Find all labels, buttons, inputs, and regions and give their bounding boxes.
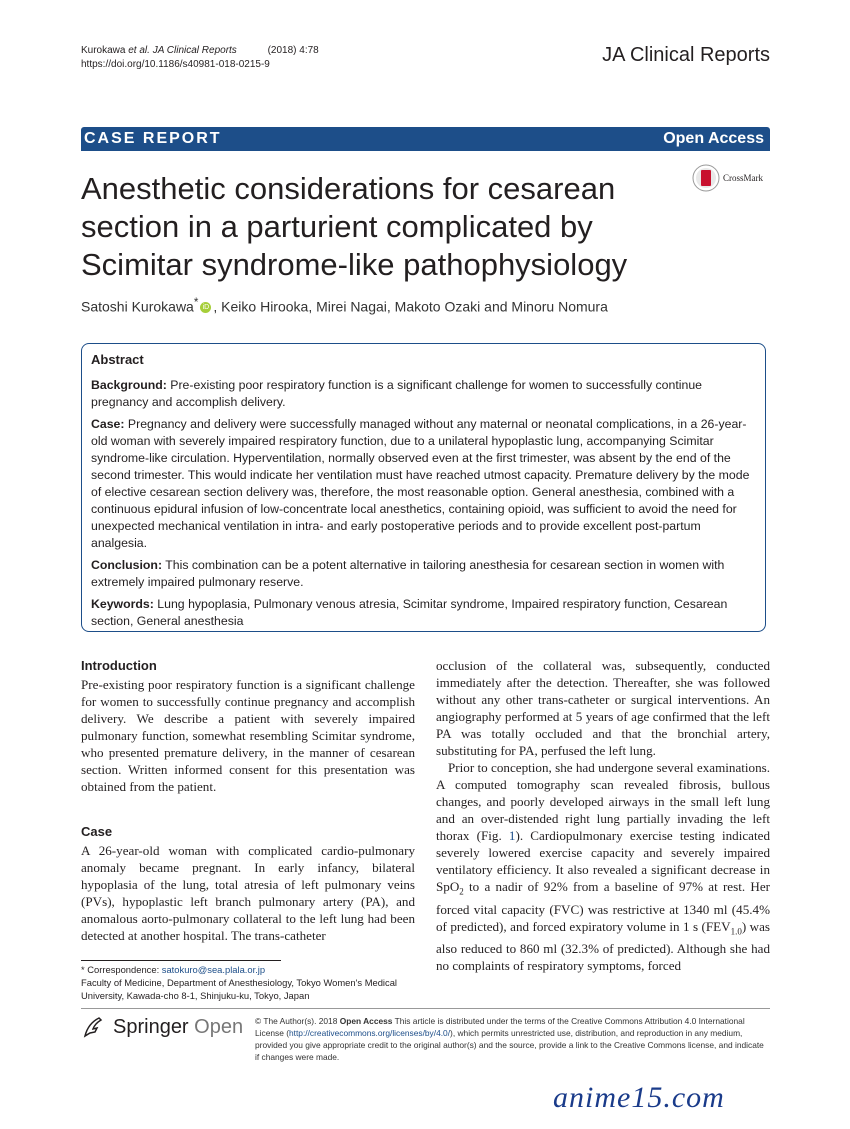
publisher-name: Springer xyxy=(113,1015,189,1038)
introduction-heading: Introduction xyxy=(81,658,157,673)
corresponding-marker: * xyxy=(193,296,199,309)
crossmark-icon xyxy=(692,164,720,192)
publisher-suffix: Open xyxy=(194,1015,244,1038)
article-title: Anesthetic considerations for cesarean section in a parturient complicated by Scimitar syndrome-like pathophysiology xyxy=(81,171,628,282)
abstract-heading: Abstract xyxy=(91,352,144,367)
citation-authors: Kurokawa xyxy=(81,45,126,56)
examinations-text: Prior to conception, she had undergone several examinations. A computed tomography scan revealed fibrosis, bullous changes, and poorly developed airways in the small left lung and an over-distended right lung partially invading the left thorax (Fig. 1). Cardiopulmonary exercise testing indicated severely lowered exercise capacity and severely impaired ventilatory efficiency. It also revealed a significant decrease in SpO$_2$ to a nadir of 92% from a baseline of 97% at rest. Her forced vital capacity (FVC) was restrictive at 1340 ml (45.4% of predicted), and forced expiratory volume in 1 s $(FEV_{1.0})$ was also reduced to 860 ml (32.3% of predicted). Although she had no complaints of respiratory symptoms, forced xyxy=(436,760,771,974)
article-type: CASE REPORT xyxy=(84,130,222,147)
footer-divider xyxy=(81,1008,770,1009)
correspondence-footnote: * Correspondence: satokuro@sea.plala.or.jp Faculty of Medicine, Department of Anesthesiology, Tokyo Women's Medical University, Kawada-cho 8-1, Shinjuku-ku, Tokyo, Japan xyxy=(81,963,415,1002)
citation-year: (2018) 4:78 xyxy=(267,45,319,56)
case-heading: Case xyxy=(81,824,113,839)
journal-name: JA Clinical Reports xyxy=(602,44,770,66)
article-type-banner xyxy=(81,127,770,151)
springer-open-logo xyxy=(81,1014,243,1040)
doi-link[interactable]: https://doi.org/10.1186/s40981-018-0215-9 xyxy=(81,59,270,70)
crossmark-button[interactable] xyxy=(692,164,763,192)
email-link[interactable]: satokuro@sea.plala.or.jp xyxy=(161,964,266,975)
license-link[interactable]: http://creativecommons.org/licenses/by/4.0/ xyxy=(288,1028,451,1038)
license-text: © The Author(s). 2018 Open Access This article is distributed under the terms of the Creative Commons Attribution 4.0 International License (http://creativecommons.org/licenses/by/4.0/), which permits unrestricted use, distribution, and reproduction in any medium, provided you give appropriate credit to the original author(s) and the source, provide a link to the Creative Commons license, and indicate if changes were made. xyxy=(255,1016,764,1062)
crossmark-label: CrossMark xyxy=(723,173,763,183)
other-authors: , Keiko Hirooka, Mirei Nagai, Makoto Ozaki and Minoru Nomura xyxy=(213,298,608,315)
orcid-icon[interactable]: iD xyxy=(200,302,211,313)
abstract-conclusion: Conclusion: This combination can be a potent alternative in tailoring anesthesia for cesarean section in women with extremely impaired pulmonary reserve. xyxy=(91,558,725,589)
figure-1-link[interactable]: 1 xyxy=(508,828,516,843)
abstract-case: Case: Pregnancy and delivery were successfully managed without any maternal or neonatal complications, in a 26-year-old woman with severely impaired respiratory function, due to a unilateral hypoplastic lung, accompanying Scimitar syndrome-like circulation. Hyperventilation, normally observed even at the first trimester, was absent by the end of the second trimester. This would indicate her ventilation must have reached utmost capacity. Premature delivery by the mode of elective cesarean section delivery was, therefore, the most reasonable option. General anesthesia, combined with a continuous epidural infusion of low-concentrate local anesthetics, containing opioid, was sufficient to avoid the need for unexpected mechanical ventilation in intra- and early postoperative periods and to provide excellent post-partum analgesia. xyxy=(91,417,750,550)
footnote-divider xyxy=(81,960,281,961)
right-column xyxy=(436,657,770,974)
case-text: A 26-year-old woman with complicated cardio-pulmonary anomaly became pregnant. In early infancy, bilateral hypoplasia of the lung, total atresia of left pulmonary veins (PVs), hypoplastic left branch pulmonary artery (PA), and anomalous aorto-pulmonary collateral to the left lung had been detected at another hospital. The trans-catheter xyxy=(81,843,415,943)
left-column xyxy=(81,657,415,944)
introduction-text: Pre-existing poor respiratory function is a significant challenge for women to successfully continue pregnancy and accomplish delivery. We describe a patient with severely impaired pulmonary function, somewhat resembling Scimitar syndrome, who presented premature delivery, in the manner of cesarean section. Written informed consent for this presentation was obtained from the patient. xyxy=(81,677,415,794)
abstract-background: Background: Pre-existing poor respiratory function is a significant challenge for women to successfully continue pregnancy and accomplish delivery. xyxy=(91,378,703,409)
abstract-box xyxy=(81,343,766,632)
citation-journal: et al. JA Clinical Reports xyxy=(128,45,237,56)
affiliation: Faculty of Medicine, Department of Anesthesiology, Tokyo Women's Medical University, Kawada-cho 8-1, Shinjuku-ku, Tokyo, Japan xyxy=(81,977,397,1001)
author-list xyxy=(81,296,608,315)
case-continued-text: occlusion of the collateral was, subsequently, conducted immediately after the detection. Thereafter, she was followed without any other trans-catheter or surgical interventions. An angiography performed at 5 years of age confirmed that the left PA was totally occluded and that the bronchial artery, substituting for PA, perfused the left lung. xyxy=(436,658,770,758)
watermark: anime15.com xyxy=(553,1081,725,1114)
first-author: Satoshi Kurokawa xyxy=(81,298,194,315)
springer-horse-icon xyxy=(81,1014,107,1040)
running-header xyxy=(81,44,319,72)
abstract-keywords: Keywords: Lung hypoplasia, Pulmonary venous atresia, Scimitar syndrome, Impaired respiratory function, Cesarean section, General anesthesia xyxy=(91,597,728,628)
open-access-label: Open Access xyxy=(663,130,764,147)
